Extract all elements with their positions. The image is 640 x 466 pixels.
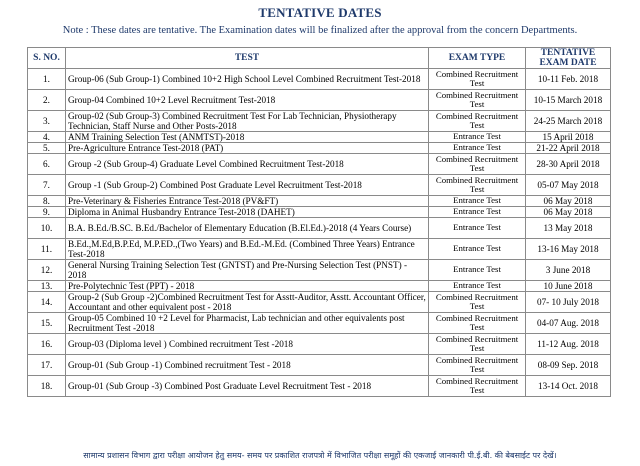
header-test: TEST <box>66 48 429 69</box>
row-exam-type: Combined Recruitment Test <box>429 334 526 355</box>
header-exam-date: TENTATIVE EXAM DATE <box>526 48 611 69</box>
table-row <box>28 281 611 292</box>
row-test-name: Group -2 (Sub Group-4) Graduate Level Combined Recruitment Test-2018 <box>66 154 429 175</box>
row-sno: 9. <box>28 207 66 218</box>
row-exam-date: 04-07 Aug. 2018 <box>526 313 611 334</box>
row-test-name: Group-2 (Sub Group -2)Combined Recruitment Test for Asstt-Auditor, Asstt. Accountant Officer, Accountant and other equivalent post - 2018 <box>66 292 429 313</box>
row-sno: 14. <box>28 292 66 313</box>
table-header-row <box>28 48 611 69</box>
row-sno: 2. <box>28 90 66 111</box>
row-sno: 13. <box>28 281 66 292</box>
row-test-name: Group-01 (Sub Group -3) Combined Post Graduate Level Recruitment Test - 2018 <box>66 376 429 397</box>
row-exam-type: Combined Recruitment Test <box>429 90 526 111</box>
table-row <box>28 355 611 376</box>
row-exam-date: 10-11 Feb. 2018 <box>526 69 611 90</box>
row-sno: 7. <box>28 175 66 196</box>
row-exam-type: Combined Recruitment Test <box>429 313 526 334</box>
row-exam-type: Entrance Test <box>429 260 526 281</box>
table-row <box>28 90 611 111</box>
tentative-note: Note : These dates are tentative. The Examination dates will be finalized after the approval from the concern Departments. <box>62 25 578 36</box>
row-exam-type: Combined Recruitment Test <box>429 111 526 132</box>
row-exam-date: 13-16 May 2018 <box>526 239 611 260</box>
row-exam-type: Entrance Test <box>429 143 526 154</box>
row-sno: 12. <box>28 260 66 281</box>
row-exam-type: Entrance Test <box>429 281 526 292</box>
row-exam-date: 15 April 2018 <box>526 132 611 143</box>
table-row <box>28 143 611 154</box>
row-exam-type: Entrance Test <box>429 196 526 207</box>
row-test-name: B.Ed.,M.Ed,B.P.Ed, M.P.ED.,(Two Years) and B.Ed.-M.Ed. (Combined Three Years) Entrance Test-2018 <box>66 239 429 260</box>
row-exam-date: 08-09 Sep. 2018 <box>526 355 611 376</box>
row-exam-date: 13 May 2018 <box>526 218 611 239</box>
row-sno: 18. <box>28 376 66 397</box>
table-row <box>28 196 611 207</box>
row-sno: 16. <box>28 334 66 355</box>
row-test-name: Group-05 Combined 10 +2 Level for Pharmacist, Lab technician and other equivalents post Recruitment Test -2018 <box>66 313 429 334</box>
row-exam-type: Combined Recruitment Test <box>429 355 526 376</box>
table-row <box>28 239 611 260</box>
table-row <box>28 334 611 355</box>
row-exam-type: Combined Recruitment Test <box>429 154 526 175</box>
row-test-name: Group-04 Combined 10+2 Level Recruitment Test-2018 <box>66 90 429 111</box>
header-sno: S. NO. <box>28 48 66 69</box>
table-body <box>28 69 611 397</box>
row-test-name: Group-06 (Sub Group-1) Combined 10+2 High School Level Combined Recruitment Test-2018 <box>66 69 429 90</box>
exam-schedule-table <box>27 47 611 397</box>
row-exam-date: 06 May 2018 <box>526 207 611 218</box>
table-row <box>28 132 611 143</box>
row-exam-type: Combined Recruitment Test <box>429 376 526 397</box>
table-row <box>28 69 611 90</box>
row-exam-type: Entrance Test <box>429 207 526 218</box>
table-row <box>28 207 611 218</box>
row-exam-date: 05-07 May 2018 <box>526 175 611 196</box>
row-exam-date: 07- 10 July 2018 <box>526 292 611 313</box>
row-test-name: Group-02 (Sub Group-3) Combined Recruitment Test For Lab Technician, Physiotherapy Technician, Staff Nurse and Other Posts-2018 <box>66 111 429 132</box>
row-sno: 17. <box>28 355 66 376</box>
row-test-name: Group-01 (Sub Group -1) Combined recruitment Test - 2018 <box>66 355 429 376</box>
row-exam-date: 10 June 2018 <box>526 281 611 292</box>
row-exam-date: 13-14 Oct. 2018 <box>526 376 611 397</box>
table-row <box>28 260 611 281</box>
table-row <box>28 376 611 397</box>
row-exam-type: Combined Recruitment Test <box>429 175 526 196</box>
row-sno: 11. <box>28 239 66 260</box>
table-row <box>28 313 611 334</box>
row-sno: 8. <box>28 196 66 207</box>
row-exam-type: Entrance Test <box>429 239 526 260</box>
row-test-name: Pre-Veterinary & Fisheries Entrance Test-2018 (PV&FT) <box>66 196 429 207</box>
row-sno: 1. <box>28 69 66 90</box>
row-sno: 3. <box>28 111 66 132</box>
row-test-name: Pre-Agriculture Entrance Test-2018 (PAT) <box>66 143 429 154</box>
row-exam-type: Entrance Test <box>429 218 526 239</box>
row-exam-date: 06 May 2018 <box>526 196 611 207</box>
header-exam-type: EXAM TYPE <box>429 48 526 69</box>
row-exam-date: 28-30 April 2018 <box>526 154 611 175</box>
row-exam-date: 24-25 March 2018 <box>526 111 611 132</box>
table-row <box>28 292 611 313</box>
row-sno: 6. <box>28 154 66 175</box>
page-title: TENTATIVE DATES <box>258 5 382 20</box>
row-sno: 10. <box>28 218 66 239</box>
row-sno: 5. <box>28 143 66 154</box>
row-exam-type: Combined Recruitment Test <box>429 69 526 90</box>
row-exam-date: 21-22 April 2018 <box>526 143 611 154</box>
row-test-name: General Nursing Training Selection Test (GNTST) and Pre-Nursing Selection Test (PNST) - 2018 <box>66 260 429 281</box>
row-test-name: ANM Training Selection Test (ANMTST)-2018 <box>66 132 429 143</box>
row-exam-type: Combined Recruitment Test <box>429 292 526 313</box>
table-row <box>28 218 611 239</box>
table-row <box>28 154 611 175</box>
row-exam-type: Entrance Test <box>429 132 526 143</box>
row-test-name: B.A. B.Ed./B.SC. B.Ed./Bachelor of Elementary Education (B.El.Ed.)-2018 (4 Years Course) <box>66 218 429 239</box>
row-test-name: Diploma in Animal Husbandry Entrance Test-2018 (DAHET) <box>66 207 429 218</box>
row-exam-date: 11-12 Aug. 2018 <box>526 334 611 355</box>
table-row <box>28 111 611 132</box>
table-row <box>28 175 611 196</box>
row-test-name: Group-03 (Diploma level ) Combined recruitment Test -2018 <box>66 334 429 355</box>
row-sno: 15. <box>28 313 66 334</box>
row-test-name: Pre-Polytechnic Test (PPT) - 2018 <box>66 281 429 292</box>
row-sno: 4. <box>28 132 66 143</box>
row-exam-date: 3 June 2018 <box>526 260 611 281</box>
row-exam-date: 10-15 March 2018 <box>526 90 611 111</box>
row-test-name: Group -1 (Sub Group-2) Combined Post Graduate Level Recruitment Test-2018 <box>66 175 429 196</box>
footer-hindi-note: सामान्य प्रशासन विभाग द्वारा परीक्षा आयोजन हेतु समय- समय पर प्रकाशित राजपत्रो में विभाजित परीक्षा समूहों की एकजाई जानकारी पी.ई.बी. की बेबसाईट पर देखें। <box>83 451 557 460</box>
